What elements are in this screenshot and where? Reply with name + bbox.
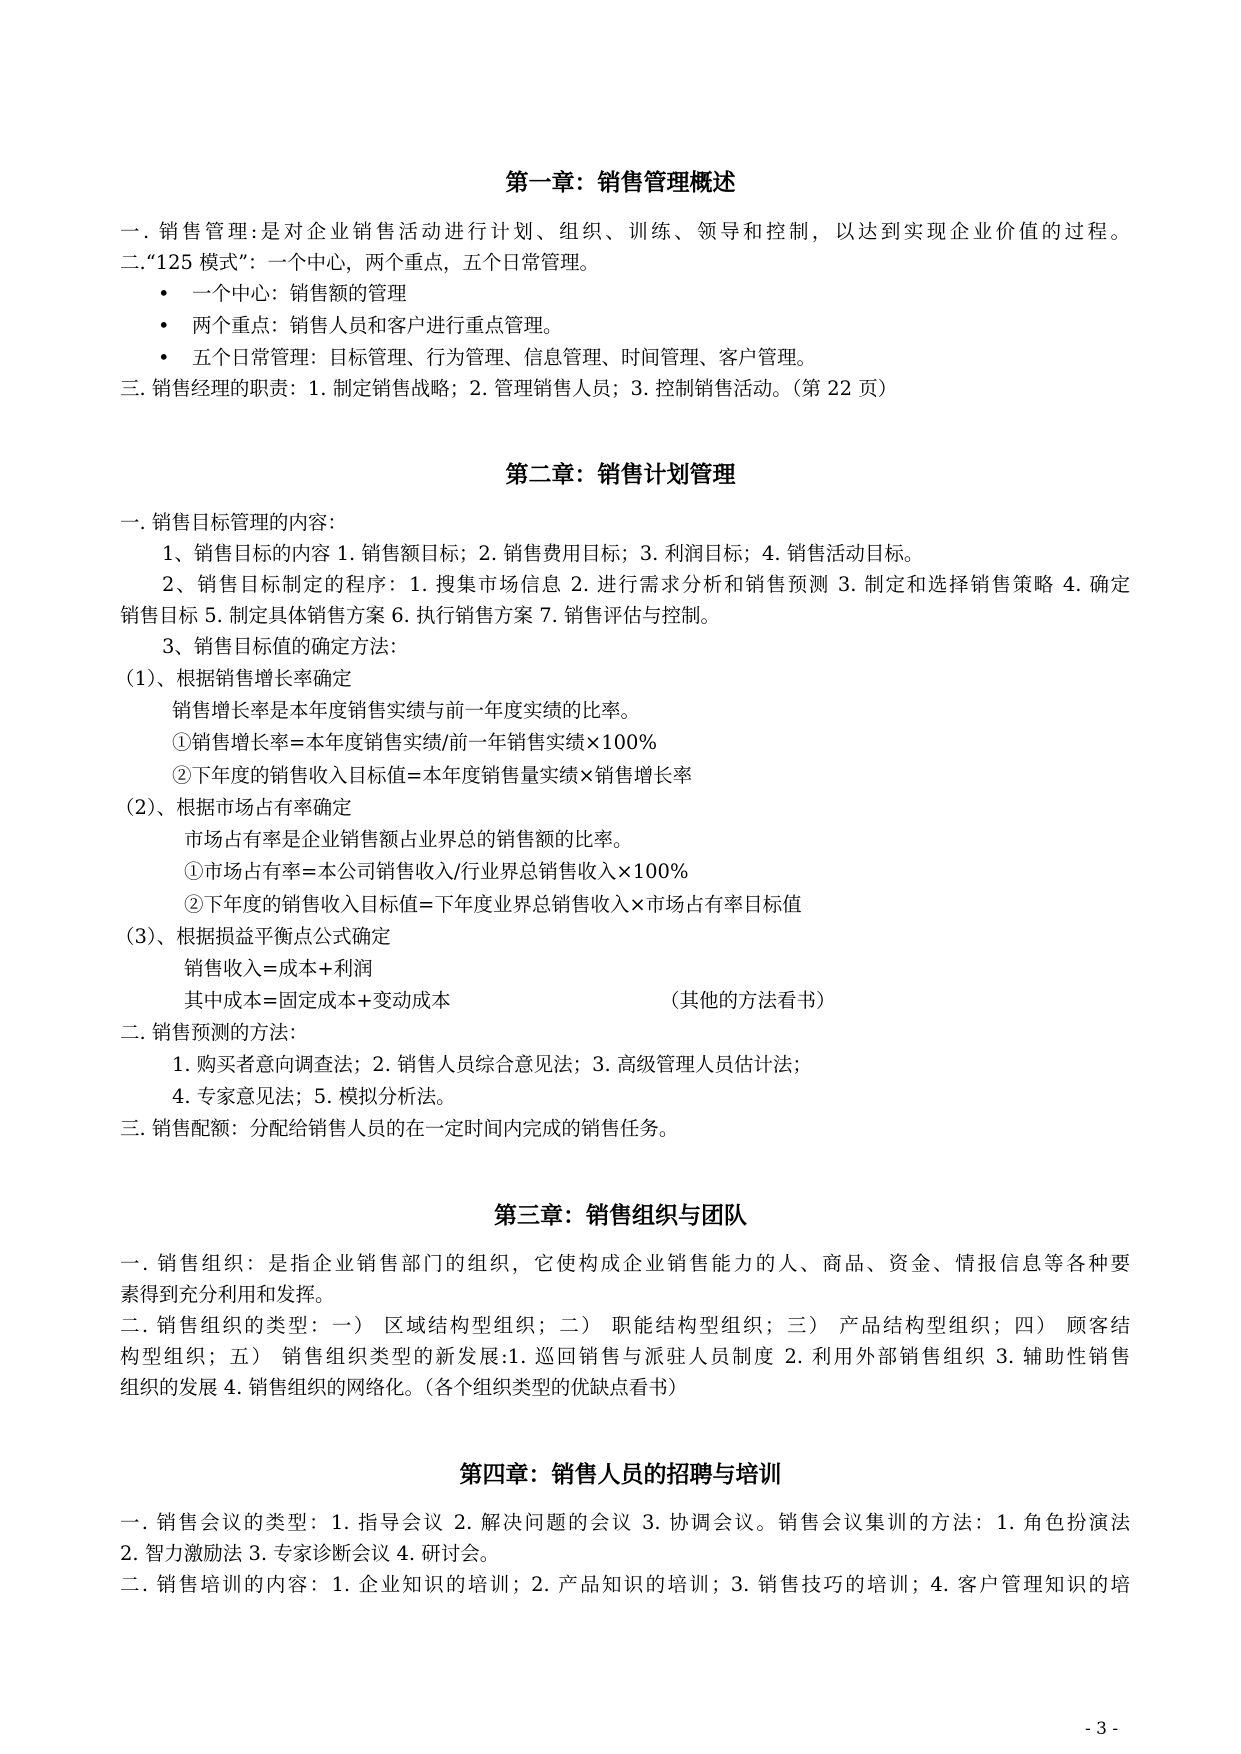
chapter-3-title: 第三章：销售组织与团队 (494, 1203, 747, 1229)
ch1-line-2: 二.“125 模式”：一个中心，两个重点，五个日常管理。 (120, 251, 600, 274)
ch1-line-3: 三. 销售经理的职责：1. 制定销售战略；2. 管理销售人员；3. 控制销售活动。（第 22 页） (120, 377, 898, 400)
ch4-line-1b: 2. 智力激励法 3. 专家诊断会议 4. 研讨会。 (120, 1542, 500, 1565)
ch3-line-2b: 构型组织；五） 销售组织类型的新发展:1. 巡回销售与派驻人员制度 2. 利用外部销售组织 3. 辅助性销售 (120, 1345, 1130, 1368)
bullet-icon: • (158, 346, 170, 369)
bullet-icon: • (158, 314, 170, 337)
chapter-2-title: 第二章：销售计划管理 (505, 462, 736, 488)
ch2-line-3b: 销售目标 5. 制定具体销售方案 6. 执行销售方案 7. 销售评估与控制。 (120, 604, 721, 627)
ch2-line-4: 3、销售目标值的确定方法： (162, 635, 409, 658)
ch2-method-2c: ②下年度的销售收入目标值=下年度业界总销售收入×市场占有率目标值 (184, 893, 802, 916)
ch2-method-3b: 其中成本=固定成本+变动成本 (184, 989, 451, 1012)
ch1-bullet-1: 一个中心：销售额的管理 (192, 282, 407, 305)
ch3-line-2a: 二. 销售组织的类型：一） 区域结构型组织；二） 职能结构型组织；三） 产品结构型组织；四） 顾客结 (120, 1314, 1130, 1337)
chapter-4-title: 第四章：销售人员的招聘与培训 (459, 1462, 782, 1488)
ch2-method-2a: 市场占有率是企业销售额占业界总的销售额的比率。 (184, 828, 633, 851)
ch2-line-1: 一. 销售目标管理的内容： (120, 511, 347, 534)
ch2-method-1: （1）、根据销售增长率确定 (115, 667, 352, 690)
ch2-line-5a: 1. 购买者意向调查法；2. 销售人员综合意见法；3. 高级管理人员估计法； (172, 1053, 812, 1076)
ch2-method-3-note: （其他的方法看书） (660, 989, 836, 1012)
ch3-line-2c: 组织的发展 4. 销售组织的网络化。（各个组织类型的优缺点看书） (120, 1376, 688, 1399)
ch2-line-3a: 2、销售目标制定的程序：1. 搜集市场信息 2. 进行需求分析和销售预测 3. 制定和选择销售策略 4. 确定 (162, 573, 1130, 596)
chapter-1-title: 第一章：销售管理概述 (505, 170, 736, 196)
ch1-bullet-3: 五个日常管理：目标管理、行为管理、信息管理、时间管理、客户管理。 (192, 346, 817, 369)
ch2-line-6: 三. 销售配额：分配给销售人员的在一定时间内完成的销售任务。 (120, 1117, 679, 1140)
ch2-line-5: 二. 销售预测的方法： (120, 1021, 308, 1044)
ch2-method-3: （3）、根据损益平衡点公式确定 (115, 925, 391, 948)
ch2-method-2b: ①市场占有率=本公司销售收入/行业界总销售收入×100% (184, 860, 689, 883)
ch3-line-1a: 一. 销售组织：是指企业销售部门的组织，它使构成企业销售能力的人、商品、资金、情报信息等各种要 (120, 1252, 1130, 1275)
ch1-bullet-2: 两个重点：销售人员和客户进行重点管理。 (192, 314, 563, 337)
ch2-method-2: （2）、根据市场占有率确定 (115, 796, 352, 819)
ch2-method-1b: ①销售增长率=本年度销售实绩/前一年销售实绩×100% (172, 731, 657, 754)
page-number: - 3 - (1085, 1719, 1119, 1739)
ch2-method-1c: ②下年度的销售收入目标值=本年度销售量实绩×销售增长率 (172, 764, 693, 787)
ch4-line-2: 二. 销售培训的内容：1. 企业知识的培训；2. 产品知识的培训；3. 销售技巧的培训；4. 客户管理知识的培 (120, 1573, 1130, 1596)
ch2-line-5b: 4. 专家意见法；5. 模拟分析法。 (172, 1085, 456, 1108)
bullet-icon: • (158, 282, 170, 305)
ch3-line-1b: 素得到充分利用和发挥。 (120, 1283, 335, 1306)
ch4-line-1a: 一. 销售会议的类型：1. 指导会议 2. 解决问题的会议 3. 协调会议。销售会议集训的方法：1. 角色扮演法 (120, 1511, 1130, 1534)
ch2-method-3a: 销售收入=成本+利润 (184, 957, 373, 980)
ch2-method-1a: 销售增长率是本年度销售实绩与前一年度实绩的比率。 (172, 699, 641, 722)
ch1-line-1: 一. 销售管理:是对企业销售活动进行计划、组织、训练、领导和控制，以达到实现企业价值的过程。 (120, 220, 1130, 243)
ch2-line-2: 1、销售目标的内容 1. 销售额目标；2. 销售费用目标；3. 利润目标；4. 销售活动目标。 (162, 542, 924, 565)
